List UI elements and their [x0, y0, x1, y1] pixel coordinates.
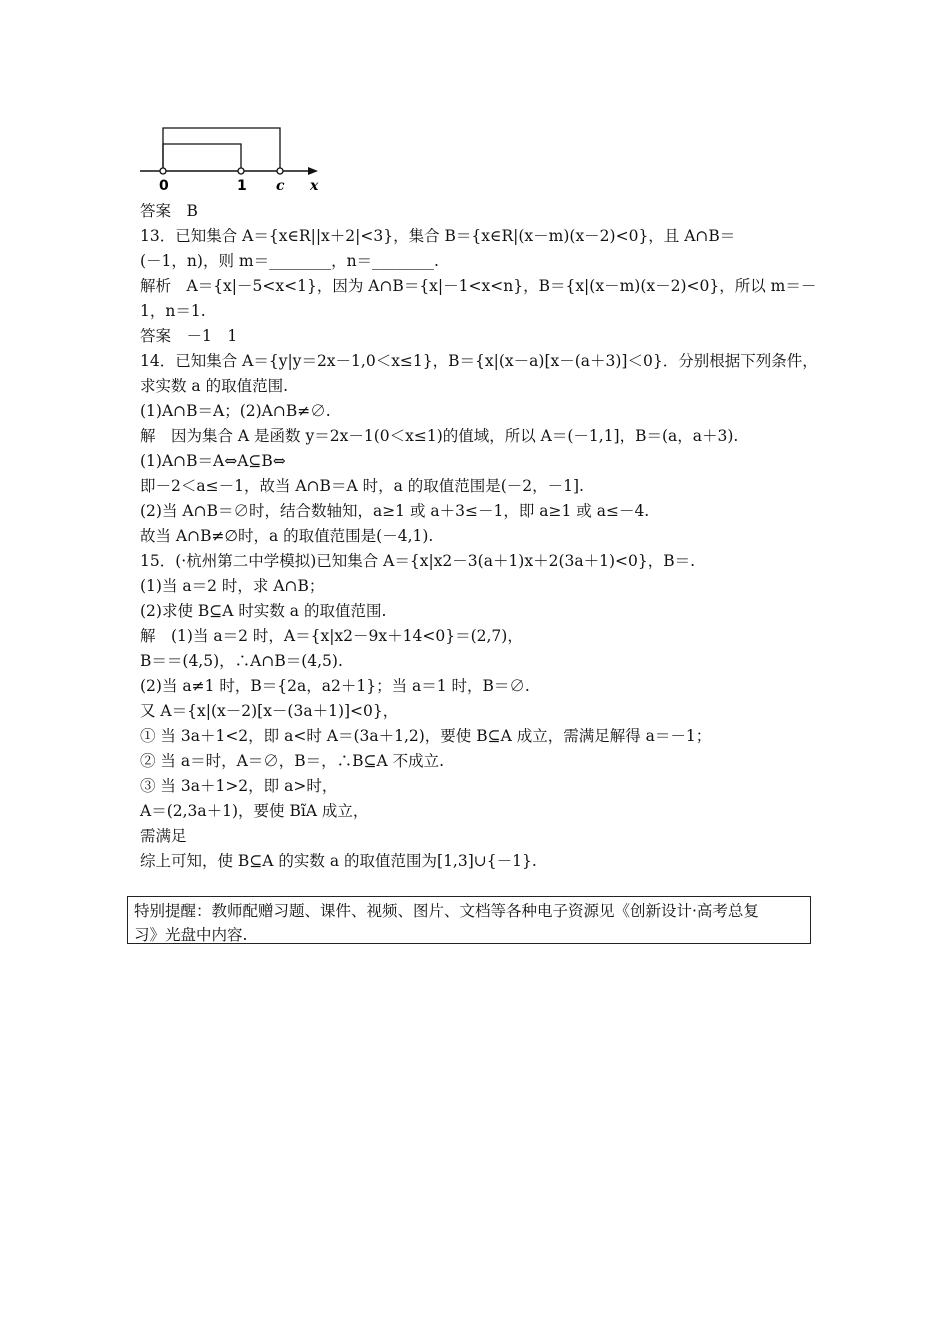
q14-solution-line3: 即－2＜a≤－1，故当 A∩B＝A 时，a 的取值范围是(－2，－1]. — [140, 477, 584, 495]
q15-case1: ① 当 3a＋1<2，即 a<时 A＝(3a＋1,2)，要使 B⊆A 成立，需满足解得 a＝－1； — [140, 727, 712, 745]
q15-case3-line1: ③ 当 3a＋1>2，即 a>时， — [140, 777, 338, 795]
number-line-diagram — [140, 122, 330, 194]
label-x: x — [310, 178, 319, 194]
q13-line1: 13．已知集合 A＝{x∈R||x＋2|<3}，集合 B＝{x∈R|(x－m)(x－2)<0}，且 A∩B＝ — [140, 227, 736, 245]
special-reminder-line1: 特别提醒：教师配赠习题、课件、视频、图片、文档等各种电子资源见《创新设计·高考总复 — [134, 902, 759, 920]
point-1 — [238, 168, 244, 174]
q15-solution-line3: (2)当 a≠1 时，B＝{2a，a2＋1}；当 a＝1 时，B＝∅. — [140, 677, 530, 695]
point-c — [277, 168, 283, 174]
q15-solution-line1: 解 (1)当 a＝2 时，A＝{x|x2－9x＋14<0}＝(2,7)， — [140, 627, 523, 645]
q14-solution-line4: (2)当 A∩B＝∅时，结合数轴知，a≥1 或 a＋3≤－1，即 a≥1 或 a≤－4. — [140, 502, 650, 520]
special-reminder-line2: 习》光盘中内容. — [134, 926, 248, 944]
q15-solution-line2: B＝＝(4,5)，∴A∩B＝(4,5). — [140, 652, 343, 670]
answer-13: 答案 －1 1 — [140, 327, 238, 345]
interval-0-to-1 — [163, 144, 241, 168]
q13-analysis-line2: 1，n＝1. — [140, 302, 206, 320]
q14-line2: 求实数 a 的取值范围. — [140, 377, 289, 395]
q14-solution-line1: 解 因为集合 A 是函数 y＝2x－1(0＜x≤1)的值域，所以 A＝(－1,1]，B＝(a，a＋3). — [140, 427, 739, 445]
q14-solution-line5: 故当 A∩B≠∅时，a 的取值范围是(－4,1). — [140, 527, 434, 545]
label-c: c — [276, 178, 285, 194]
special-reminder-box — [127, 896, 811, 944]
label-0: 0 — [159, 178, 169, 194]
q15-line1: 15．(·杭州第二中学模拟)已知集合 A＝{x|x2－3(a＋1)x＋2(3a＋1)<0}，B＝. — [140, 552, 696, 570]
interval-0-to-c — [163, 128, 280, 168]
q13-analysis-line1: 解析 A＝{x|－5<x<1}，因为 A∩B＝{x|－1<x<n}，B＝{x|(x－m)(x－2)<0}，所以 m＝－ — [140, 277, 817, 295]
q13-line2: (－1，n)，则 m＝________，n＝________. — [140, 252, 439, 270]
q14-line1: 14．已知集合 A＝{y|y＝2x－1,0＜x≤1}，B＝{x|(x－a)[x－(a＋3)]＜0}．分别根据下列条件， — [140, 352, 818, 370]
q15-case3-line3: 需满足 — [140, 827, 187, 845]
q15-case3-line2: A＝(2,3a＋1)，要使 BĩA 成立， — [140, 802, 369, 820]
q15-case2: ② 当 a＝时，A＝∅，B＝，∴B⊆A 不成立. — [140, 752, 445, 770]
q15-solution-line4: 又 A＝{x|(x－2)[x－(3a＋1)]<0}， — [140, 702, 399, 720]
point-0 — [160, 168, 166, 174]
q14-conditions: (1)A∩B＝A；(2)A∩B≠∅. — [140, 402, 331, 420]
axis-arrow-icon — [308, 167, 318, 175]
q15-part1: (1)当 a＝2 时，求 A∩B； — [140, 577, 325, 595]
label-1: 1 — [237, 178, 247, 194]
answer-12: 答案 B — [140, 202, 198, 220]
q15-part2: (2)求使 B⊆A 时实数 a 的取值范围. — [140, 602, 387, 620]
q15-conclusion: 综上可知，使 B⊆A 的实数 a 的取值范围为[1,3]∪{－1}. — [140, 852, 537, 870]
q14-solution-line2: (1)A∩B＝A⇔A⊆B⇔ — [140, 452, 286, 470]
